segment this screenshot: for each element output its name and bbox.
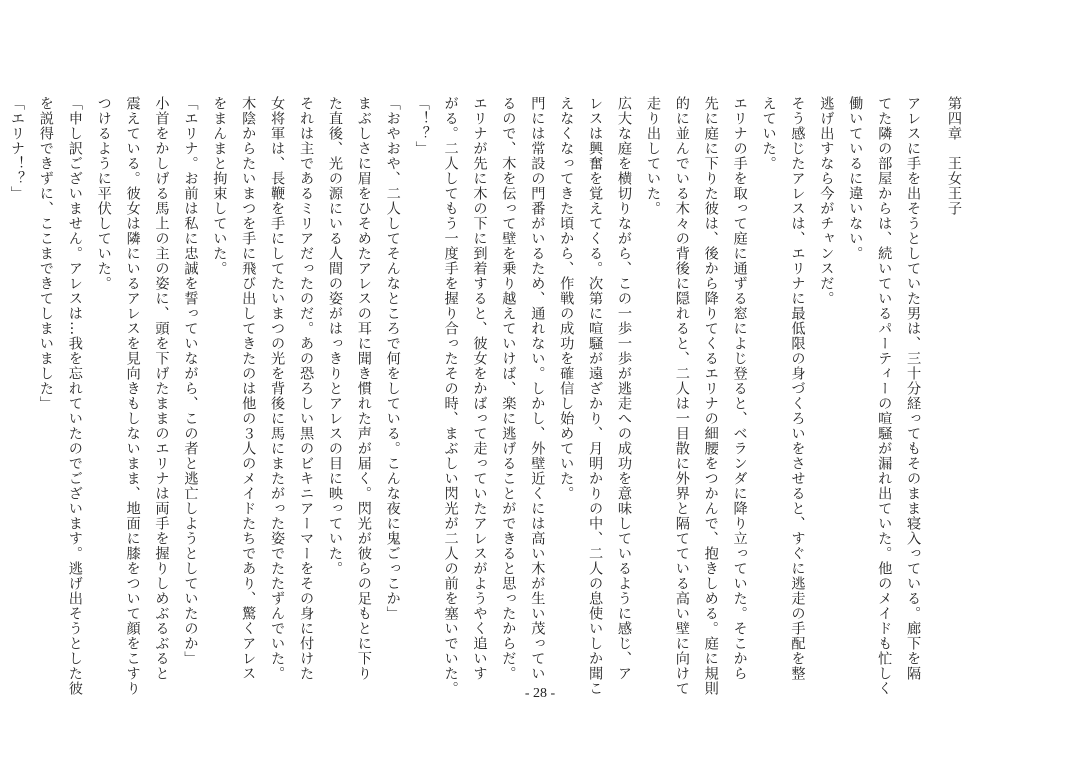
text-line: 広大な庭を横切りながら、この一歩一歩が逃走への成功を意味しているように感じ、ア [616,96,633,681]
text-line: てた隣の部屋からは、続いているパーティーの喧騒が漏れ出ていた。他のメイドも忙しく [876,96,893,696]
text-line: 門には常設の門番がいるため、通れない。しかし、外壁近くには高い木が生い茂ってい [529,96,546,681]
text-line: 「エリナ！？」 [9,96,25,201]
page-number: - 28 - [524,686,556,701]
text-line: レスは興奮を覚えてくる。次第に喧騒が遠ざかり、月明かりの中、二人の息使いしか聞こ [587,96,604,696]
text-line: 先に庭に下りた彼は、後から降りてくるエリナの細腰をつかんで、抱きしめる。庭に規則 [702,96,719,696]
text-line: 小首をかしげる馬上の主の姿に、頭を下げたままのエリナは両手を握りしめぶるぶると [153,96,170,681]
text-line: 震えている。彼女は隣にいるアレスを見向きもしないまま、地面に膝をついて顔をこすり [124,96,141,696]
text-line: 「！？」 [413,96,430,156]
vertical-text-body [9,96,968,696]
text-line: エリナの手を取って庭に通ずる窓によじ登ると、ベランダに降り立っていた。そこから [731,96,748,681]
text-line: それは主であるミリアだったのだ。あの恐ろしい黒のビキニアーマーをその身に付けた [298,96,315,681]
text-line: えていた。 [760,96,777,171]
text-line: 木陰からたいまつを手に飛び出してきたのは他の３人のメイドたちであり、驚くアレス [240,96,257,681]
text-line: エリナが先に木の下に到着すると、彼女をかばって走っていたアレスがようやく追いす [471,96,488,681]
text-line: そう感じたアレスは、エリナに最低限の身づくろいをさせると、すぐに逃走の手配を整 [789,96,806,681]
text-line: アレスに手を出そうとしていた男は、三十分経ってもそのまま寝入っている。廊下を隔 [905,96,922,681]
text-line: 女将軍は、長鞭を手にしてたいまつの光を背後に馬にまたがった姿でたたずんでいた。 [269,96,286,681]
text-line: 「おやおや、二人してそんなところで何をしている。こんな夜に鬼ごっこか」 [384,96,401,621]
text-line: まぶしさに眉をひそめたアレスの耳に聞き慣れた声が届く。閃光が彼らの足もとに下り [355,96,372,681]
text-line: 「申し訳ございません。アレスは…我を忘れていたのでございます。逃げ出そうとした彼 [66,96,83,696]
text-line: 的に並んでいる木々の背後に隠れると、二人は一目散に外界と隔てている高い壁に向けて [673,96,690,696]
text-line: 働いているに違いない。 [847,96,864,261]
text-line: 「エリナ。お前は私に忠誠を誓っていながら、この者と逃亡しようとしていたのか」 [182,96,199,666]
chapter-title: 第四章 王女王子 [946,96,962,216]
text-line: つけるように平伏していた。 [95,96,112,291]
text-line: を説得できずに、ここまできてしまいました」 [37,96,54,411]
text-line: をまんまと拘束していた。 [211,96,228,276]
text-line: がる。二人してもう一度手を握り合ったその時、まぶしい閃光が二人の前を塞いでいた。 [442,96,459,696]
text-line: 走り出していた。 [644,96,661,216]
text-line: えなくなってきた頃から、作戦の成功を確信し始めていた。 [558,96,575,501]
text-line: た直後、光の源にいる人間の姿がはっきりとアレスの目に映っていた。 [326,96,343,576]
text-line: るので、木を伝って壁を乗り越えていけば、楽に逃げることができると思ったからだ。 [500,96,517,681]
text-line: 逃げ出すなら今がチャンスだ。 [818,96,835,306]
